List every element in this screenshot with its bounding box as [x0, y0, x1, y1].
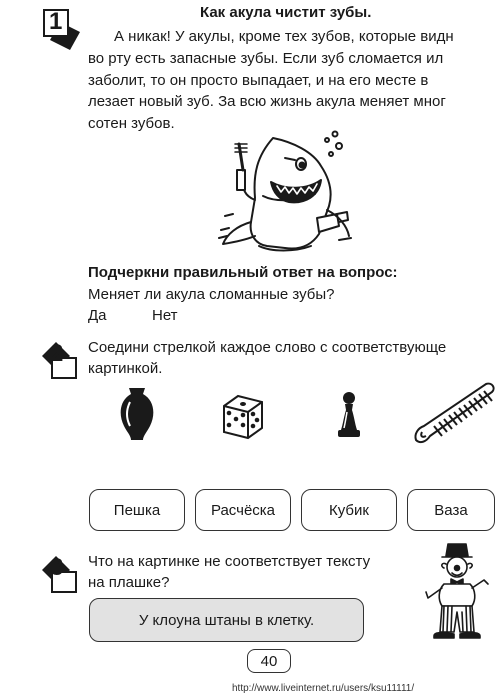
task-3-number-badge: [40, 552, 84, 596]
task-3-line: на плашке?: [88, 574, 170, 591]
task-3-number: 3: [50, 554, 64, 581]
answer-yes[interactable]: Да: [88, 307, 107, 324]
question-heading: Подчеркни правильный ответ на вопрос:: [88, 264, 398, 281]
story-text: [88, 26, 493, 135]
word-box-pawn[interactable]: Пешка: [89, 489, 185, 531]
story-title: Как акула чистит зубы.: [200, 4, 372, 21]
page-number: 40: [247, 649, 291, 673]
clown-statement-plate: У клоуна штаны в клетку.: [89, 598, 364, 642]
task-3-line: Что на картинке не соответствует тексту: [88, 553, 371, 570]
word-box-dice[interactable]: Кубик: [301, 489, 397, 531]
task-2-number: 2: [50, 340, 64, 367]
vase-icon[interactable]: [116, 386, 158, 447]
answer-no[interactable]: Нет: [152, 307, 178, 324]
comb-icon[interactable]: [412, 378, 495, 453]
task-1-number: 1: [49, 8, 63, 35]
story-line: сотен зубов.: [88, 115, 175, 133]
story-line: А никак! У акулы, кроме тех зубов, которые видн: [114, 28, 454, 45]
story-line: лезает новый зуб. За всю жизнь акула меняет мног: [88, 93, 446, 111]
story-line: заболит, то он просто выпадает, и на его месте в: [88, 71, 429, 89]
clown-illustration: [418, 540, 492, 645]
word-box-comb[interactable]: Расчёска: [195, 489, 291, 531]
question-text: Меняет ли акула сломанные зубы?: [88, 286, 335, 303]
task-2-line: картинкой.: [88, 360, 163, 377]
task-3-text: [88, 551, 370, 593]
chess-pawn-icon[interactable]: [336, 390, 362, 445]
task-2-number-badge: [40, 338, 84, 382]
dice-icon[interactable]: [218, 392, 266, 445]
shark-illustration: [215, 130, 360, 252]
source-url[interactable]: http://www.liveinternet.ru/users/ksu11111/: [232, 683, 415, 694]
task-1-number-badge: [40, 6, 84, 50]
word-box-vase[interactable]: Ваза: [407, 489, 495, 531]
task-2-line: Соедини стрелкой каждое слово с соответствующе: [88, 339, 447, 356]
story-line: во рту есть запасные зубы. Если зуб сломается ил: [88, 49, 444, 67]
task-2-text: [88, 337, 495, 379]
